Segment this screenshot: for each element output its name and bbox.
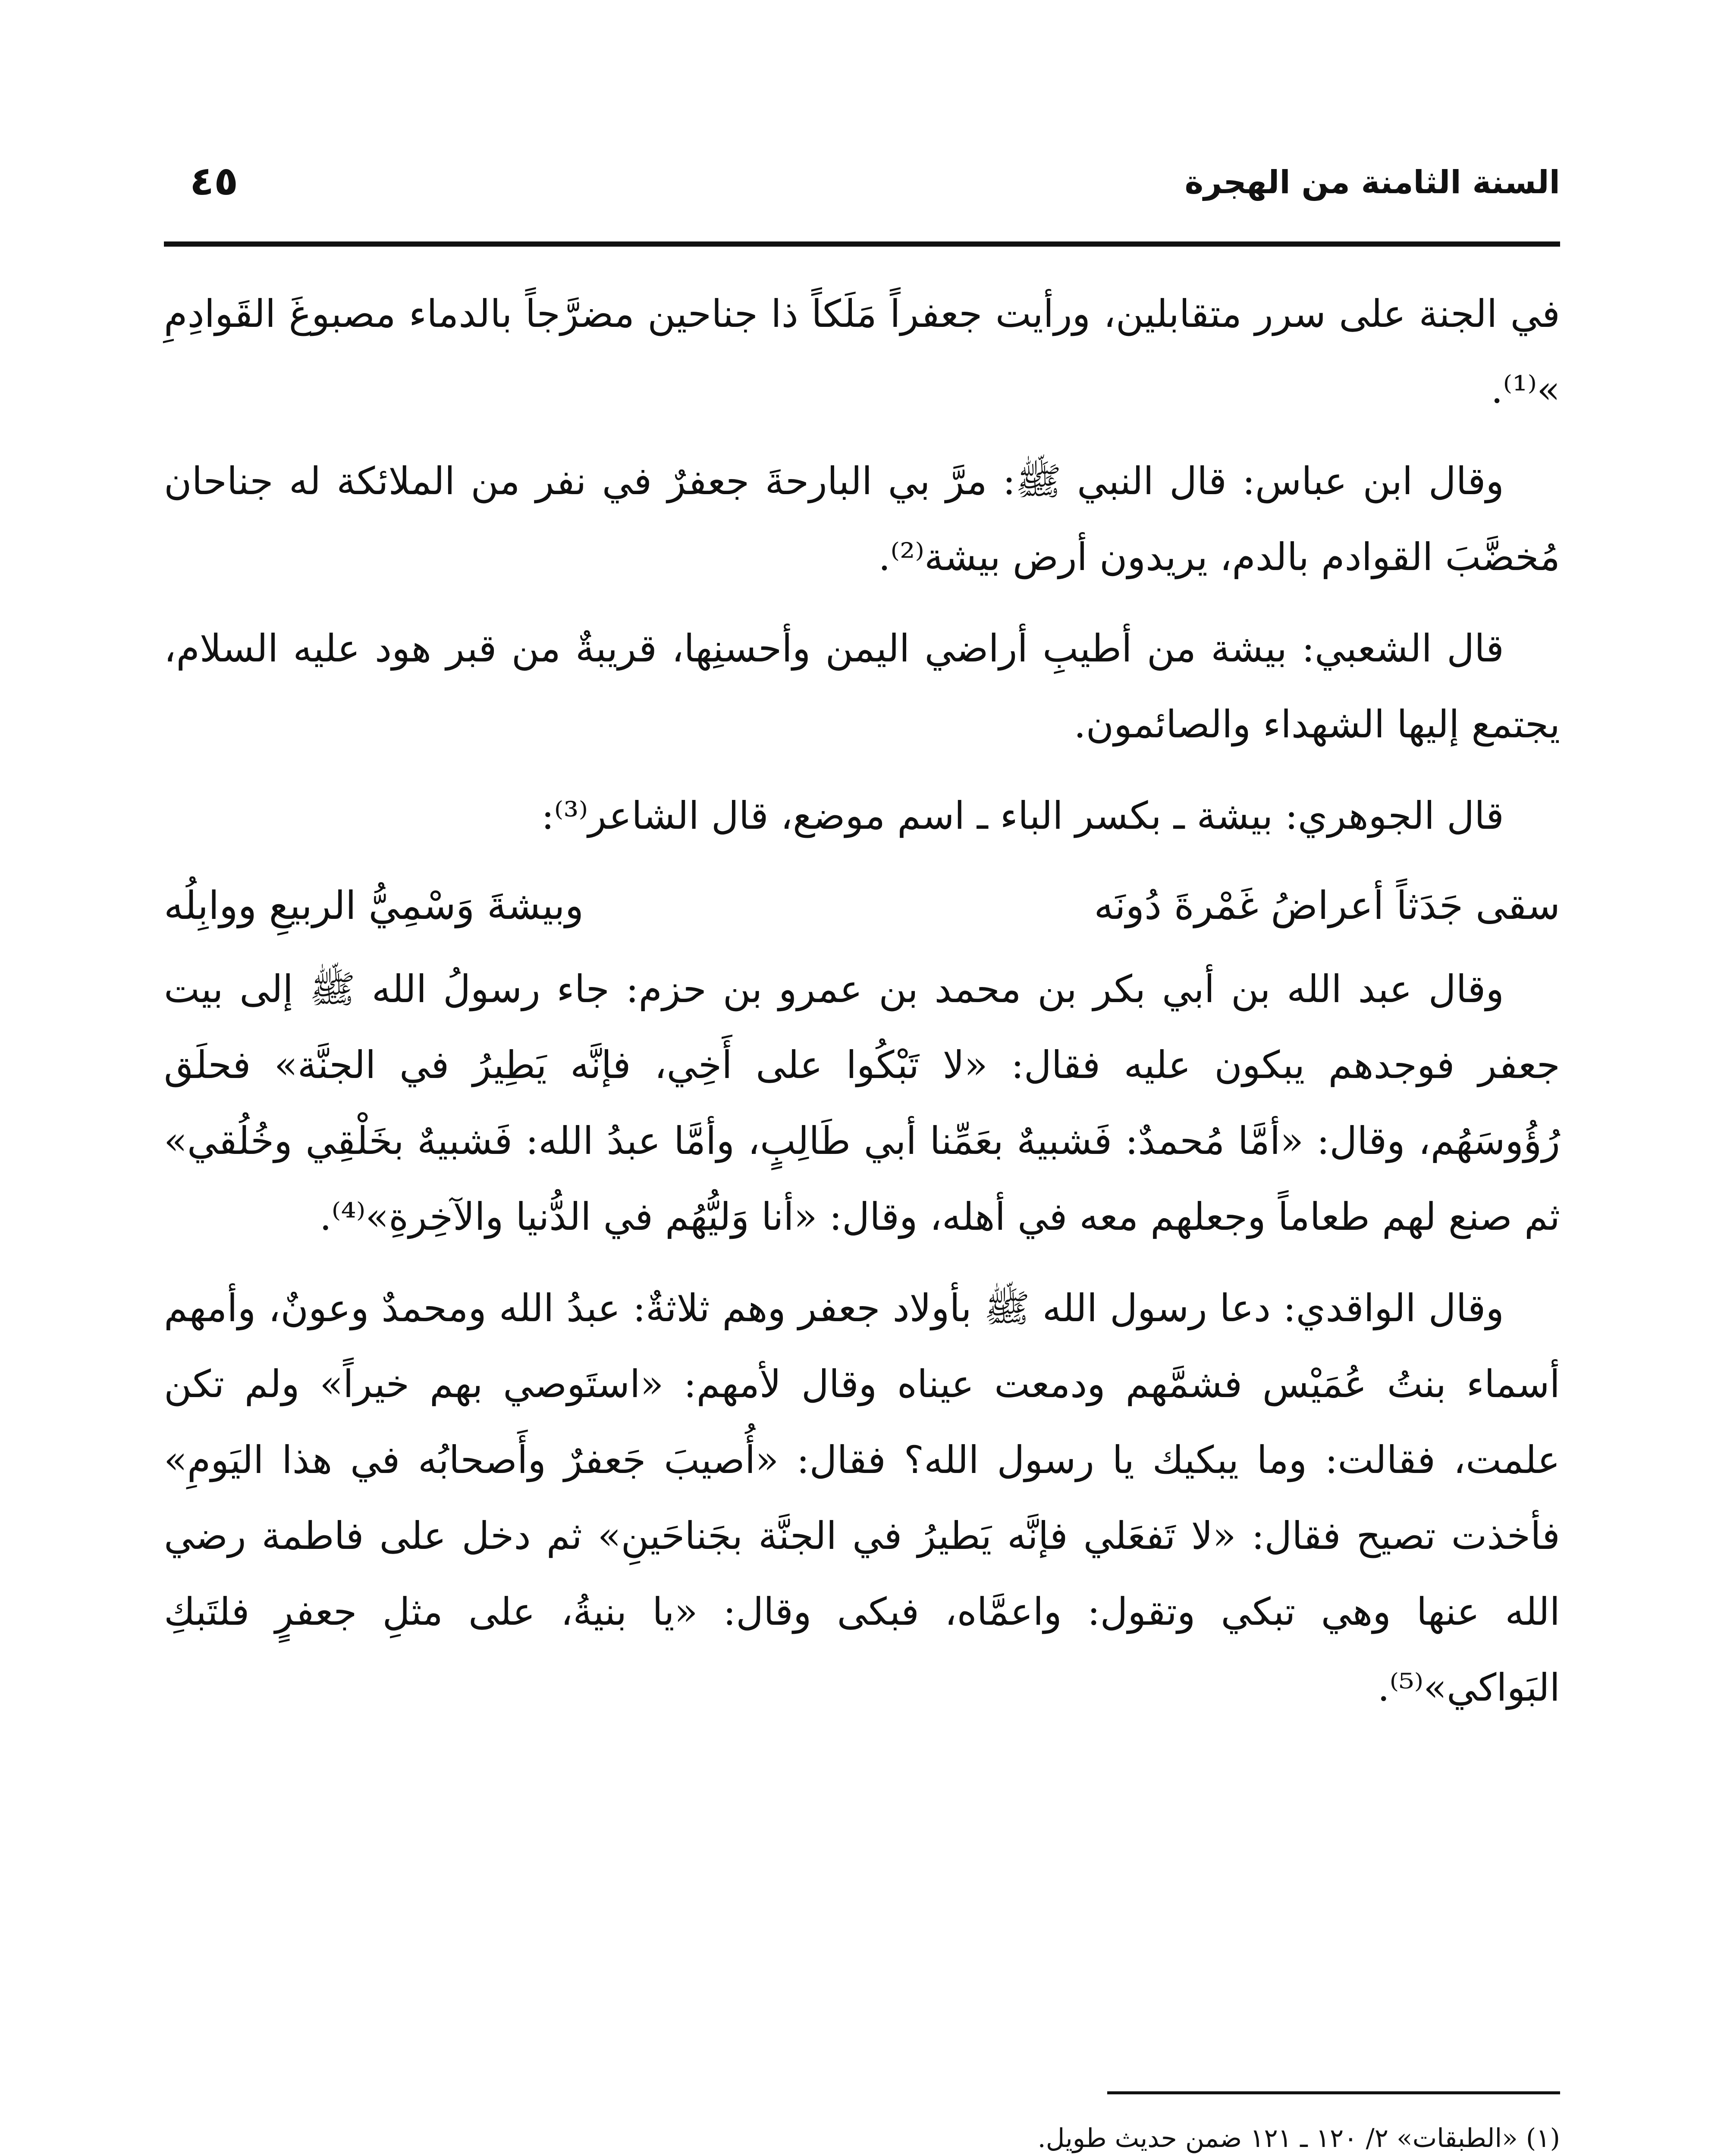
verse-hemistich-first: سقى جَدَثاً أعراضُ غَمْرةَ دُونَه (1094, 883, 1560, 928)
paragraph: وقال عبد الله بن أبي بكر بن محمد بن عمرو بن حزم: جاء رسولُ الله ﷺ إلى بيت جعفر فوجدهم يبكون عليه فقال: «لا تَبْكُوا على أَخِي، فإنَّه يَطِيرُ في الجنَّة» فحلَق رُؤُوسَهُم، وقال: «أمَّا مُحمدٌ: فَشبيهٌ بعَمِّنا أبي طَالِبٍ، وأمَّا عبدُ الله: فَشبيهٌ بخَلْقِي وخُلُقي» ثم صنع لهم طعاماً وجعلهم معه في أهله، وقال: «أنا وَليُّهُم في الدُّنيا والآخِرةِ»⁽⁴⁾. (164, 967, 1560, 1239)
verse-hemistich-second: وبيشةَ وَسْمِيُّ الربيعِ ووابِلُه (164, 883, 584, 928)
main-text (164, 276, 1560, 1741)
page-header (164, 155, 1560, 216)
paragraph: وقال الواقدي: دعا رسول الله ﷺ بأولاد جعفر وهم ثلاثةٌ: عبدُ الله ومحمدٌ وعونٌ، وأمهم أسماء بنتُ عُمَيْس فشمَّهم ودمعت عيناه وقال لأمهم: «استَوصي بهم خيراً» ولم تكن علمت، فقالت: وما يبكيك يا رسول الله؟ فقال: «أُصيبَ جَعفرٌ وأَصحابُه في هذا اليَومِ» فأخذت تصيح فقال: «لا تَفعَلي فإنَّه يَطيرُ في الجنَّة بجَناحَينِ» ثم دخل على فاطمة رضي الله عنها وهي تبكي وتقول: واعمَّاه، فبكى وقال: «يا بنيةُ، على مثلِ جعفرٍ فلتَبكِ البَواكي»⁽⁵⁾. (164, 1286, 1560, 1710)
footnote-rule (1107, 2091, 1560, 2094)
paragraph: قال الجوهري: بيشة ـ بكسر الباء ـ اسم موضع، قال الشاعر⁽³⁾: (541, 793, 1504, 838)
paragraph: وقال ابن عباس: قال النبي ﷺ: مرَّ بي البارحةَ جعفرٌ في نفر من الملائكة له جناحان مُخضَّبَ القوادم بالدم، يريدون أرض بيشة⁽²⁾. (164, 459, 1560, 579)
paragraph: قال الشعبي: بيشة من أطيبِ أراضي اليمن وأحسنِها، قريبةٌ من قبر هود عليه السلام، يجتمع إليها الشهداء والصائمون. (164, 626, 1560, 746)
footnote: (١) «الطبقات» ٢/ ١٢٠ ـ ١٢١ ضمن حديث طويل. (1037, 2123, 1560, 2153)
header-rule (164, 241, 1560, 247)
running-title: السنة الثامنة من الهجرة (1184, 164, 1560, 201)
page-number: ٤٥ (190, 158, 239, 204)
footnotes (164, 2113, 1560, 2156)
paragraph: في الجنة على سرر متقابلين، ورأيت جعفراً مَلَكاً ذا جناحين مضرَّجاً بالدماء مصبوغَ القَوادِمِ »⁽¹⁾. (164, 291, 1560, 412)
poetry-verse (164, 869, 1560, 943)
